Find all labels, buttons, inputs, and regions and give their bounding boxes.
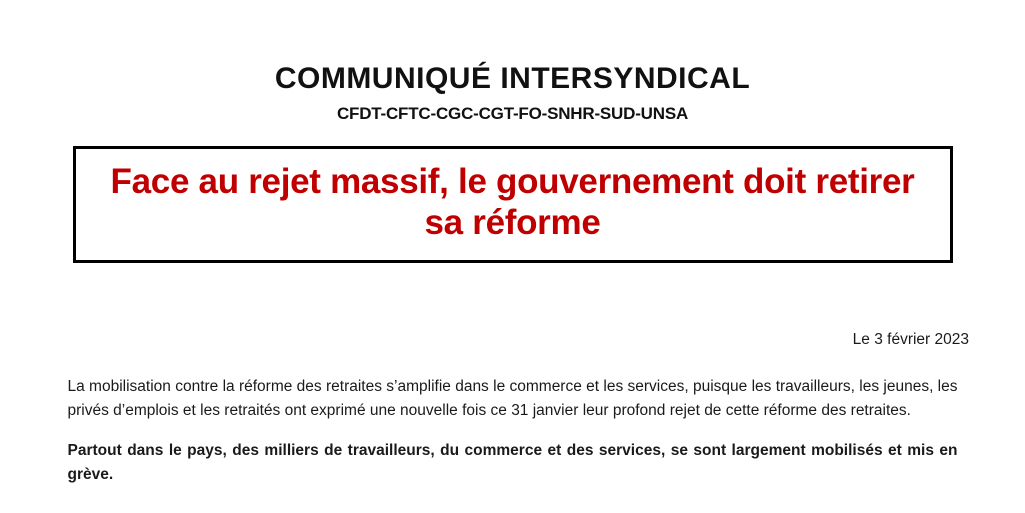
- page-subtitle: CFDT-CFTC-CGC-CGT-FO-SNHR-SUD-UNSA: [336, 104, 689, 123]
- headline-box: [73, 146, 953, 263]
- headline-text: Face au rejet massif, le gouvernement doit retirer sa réforme: [110, 162, 915, 243]
- document-date: Le 3 février 2023: [852, 330, 969, 348]
- paragraph: La mobilisation contre la réforme des retraites s’amplifie dans le commerce et les services, puisque les travailleurs, les jeunes, les privés d’emplois et les retraités ont exprimé une nouvelle fois ce 31 janvier leur profond rejet de cette réforme des retraites.: [67, 377, 958, 419]
- document-body: [68, 375, 958, 487]
- paragraph: Partout dans le pays, des milliers de travailleurs, du commerce et des services, se sont largement mobilisés et mis en grève.: [67, 441, 958, 483]
- document-header: [0, 0, 1025, 124]
- page-title: COMMUNIQUÉ INTERSYNDICAL: [274, 62, 751, 95]
